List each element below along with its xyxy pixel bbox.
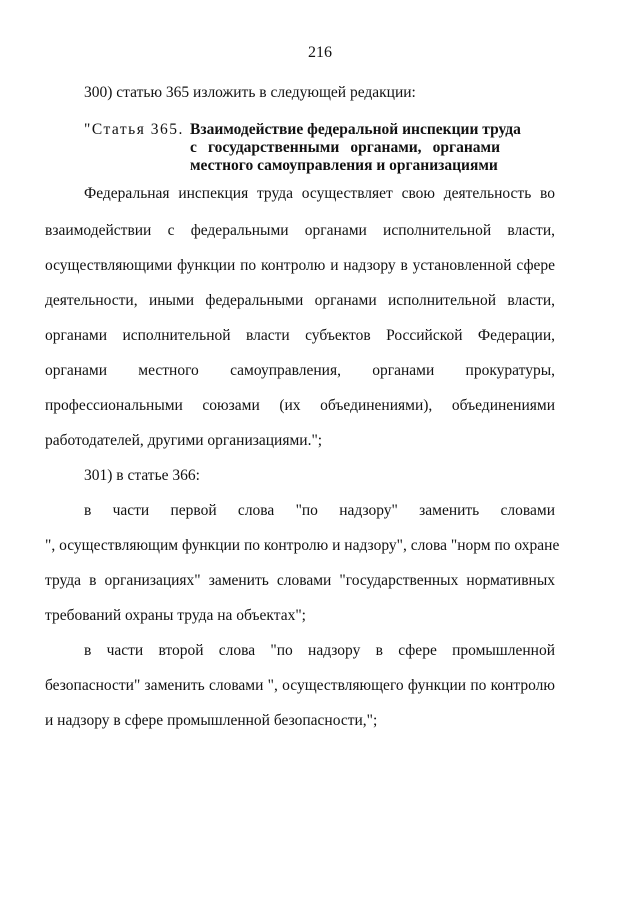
article-body-line: органами исполнительной власти субъектов Российской Федерации, [45, 327, 555, 344]
article-label: "Статья 365. [84, 121, 184, 138]
article-title-line: местного самоуправления и организациями [190, 157, 498, 174]
article-body-line: взаимодействии с федеральными органами исполнительной власти, [45, 222, 555, 239]
article-title-line: Взаимодействие федеральной инспекции труда [190, 121, 521, 138]
part-two-line: и надзору в сфере промышленной безопасности,"; [45, 712, 378, 729]
article-title [190, 121, 521, 175]
part-one-line: ", осуществляющим функции по контролю и надзору", слова "норм по охране [45, 537, 560, 554]
part-one-line: требований охраны труда на объектах"; [45, 607, 306, 624]
article-body-line: профессиональными союзами (их объединениями), объединениями [45, 397, 555, 414]
item-301-intro: 301) в статье 366: [84, 467, 200, 484]
part-two-line: в части второй слова "по надзору в сфере промышленной [84, 642, 555, 659]
article-body-line: работодателей, другими организациями."; [45, 432, 323, 449]
item-300-intro: 300) статью 365 изложить в следующей редакции: [84, 84, 416, 101]
article-title-line: с государственными органами, органами [190, 139, 500, 156]
article-body-line: Федеральная инспекция труда осуществляет свою деятельность во [84, 185, 555, 202]
page-number: 216 [308, 44, 332, 61]
part-one-line: труда в организациях" заменить словами "государственных нормативных [45, 572, 555, 589]
article-body-line: органами местного самоуправления, органами прокуратуры, [45, 362, 555, 379]
part-two-line: безопасности" заменить словами ", осуществляющего функции по контролю [45, 677, 555, 694]
article-body-line: деятельности, иными федеральными органами исполнительной власти, [45, 292, 555, 309]
part-one-line: в части первой слова "по надзору" заменить словами [84, 502, 555, 519]
article-body-line: осуществляющими функции по контролю и надзору в установленной сфере [45, 257, 555, 274]
